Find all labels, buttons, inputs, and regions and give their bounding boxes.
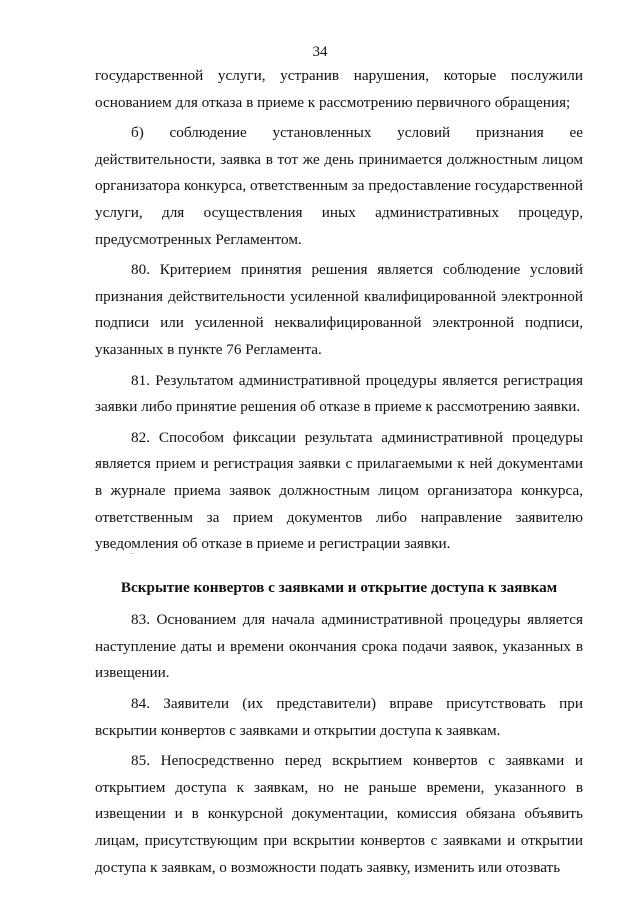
scan-speck — [132, 553, 133, 554]
paragraph-84: 84. Заявители (их представители) вправе присутствовать при вскрытии конвертов с заявками и открытии доступа к заявкам. — [95, 695, 583, 739]
paragraph-85: 85. Непосредственно перед вскрытием конвертов с заявками и открытием доступа к заявкам, но не раньше времени, указанного в извещении и в конкурсной документации, комиссия обязана объявить лицам, присутствующим при вскрытии конвертов с заявками и открытии доступа к заявкам, о возможности подать заявку, изменить или отозвать — [95, 752, 583, 876]
paragraph-82: 82. Способом фиксации результата административной процедуры является прием и регистрация заявки с прилагаемыми к ней документами в журнале приема заявок должностным лицом организатора конкурса, ответственным за прием документов либо направление заявителю уведомления об отказе в приеме и регистрации заявки. — [95, 428, 583, 553]
paragraph-80: 80. Критерием принятия решения является соблюдение условий признания действительности усиленной квалифицированной электронной подписи или усиленной неквалифицированной электронной подписи, указанных в пункте 76 Регламента. — [95, 261, 583, 358]
page-number: 34 — [312, 44, 328, 60]
document-body — [95, 63, 583, 881]
paragraph-83: 83. Основанием для начала административной процедуры является наступление даты и времени окончания срока подачи заявок, указанных в извещении. — [95, 611, 583, 682]
paragraph-81: 81. Результатом административной процедуры является регистрация заявки либо принятие решения об отказе в приеме к рассмотрению заявки. — [95, 371, 583, 416]
section-heading: Вскрытие конвертов с заявками и открытие доступа к заявкам — [120, 578, 558, 596]
paragraph-continuation: государственной услуги, устранив нарушения, которые послужили основанием для отказа в приеме к рассмотрению первичного обращения; — [95, 67, 583, 111]
paragraph-b: б) соблюдение установленных условий признания ее действительности, заявка в тот же день принимается должностным лицом организатора конкурса, ответственным за предоставление государственной услуги, для осуществления иных административных процедур, предусмотренных Регламентом. — [95, 124, 583, 248]
